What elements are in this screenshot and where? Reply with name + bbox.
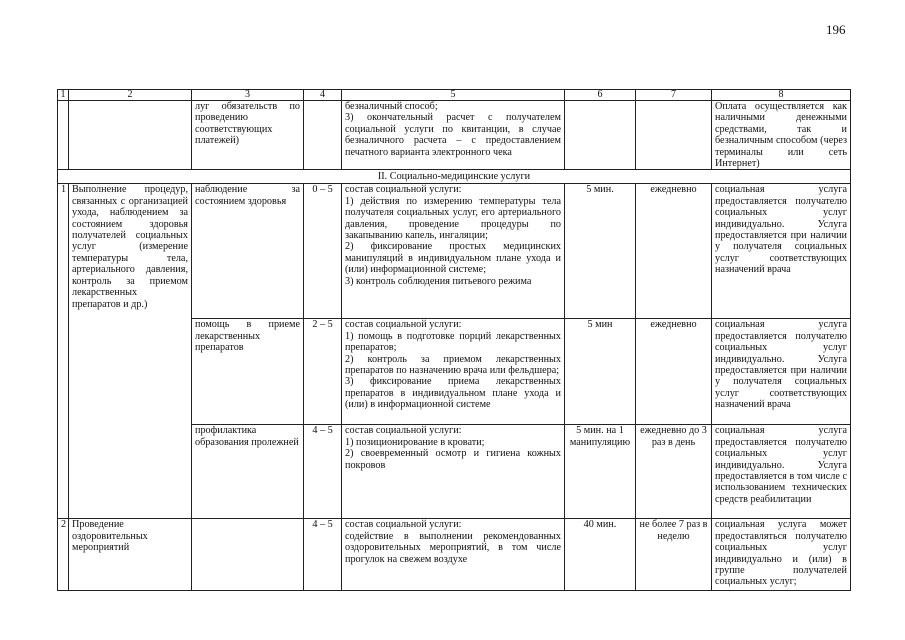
range: 4 – 5 — [304, 425, 342, 519]
note: социальная услуга предоставляется получателю социальных услуг индивидуально. Услуга предоставляется при наличии у получателя социальных услуг соответствующих назначений врача — [712, 184, 851, 319]
service-name: Выполнение процедур, связанных с организацией ухода, наблюдением за состоянием здоровья получателей социальных услуг (измерение температуры тела, артериального давления, контроль за приемом лекарственных препаратов и др.) — [69, 184, 192, 519]
cont-content: безналичный способ; 3) окончательный расчет с получателем социальной услуги по квитанции, в случае безналичного расчета – с предоставлением печатного варианта электронного чека — [342, 101, 565, 170]
service-content: состав социальной услуги: 1) позиционирование в кровати; 2) своевременный осмотр и гигиена кожных покровов — [342, 425, 565, 519]
row-number: 2 — [58, 519, 69, 591]
col-number-8: 8 — [712, 90, 851, 101]
service-name: Проведение оздоровительных мероприятий — [69, 519, 192, 591]
note: социальная услуга может предоставляться получателю социальных услуг индивидуально и (или) в группе получателей социальных услуг; — [712, 519, 851, 591]
service-content: состав социальной услуги: 1) помощь в подготовке порций лекарственных препаратов; 2) контроль за приемом лекарственных препаратов по назначению врача или фельдшера; 3) фиксирование приема лекарственных препаратов в индивидуальном плане ухода и (или) в информационной системе — [342, 319, 565, 425]
sub-service: профилактика образования пролежней — [192, 425, 304, 519]
note: социальная услуга предоставляется получателю социальных услуг индивидуально. Услуга предоставляется при наличии у получателя социальных услуг соответствующих назначений врача — [712, 319, 851, 425]
col-number-1: 1 — [58, 90, 69, 101]
service-content: состав социальной услуги: 1) действия по измерению температуры тела получателя социальных услуг, его артериального давления, проведение процедуры по закапыванию капель, ингаляции; 2) фиксирование простых медицинских манипуляций в индивидуальном плане ухода и (или) информационной системе; 3) контроль соблюдения питьевого режима — [342, 184, 565, 319]
section-title: II. Социально-медицинские услуги — [58, 170, 851, 184]
frequency: ежедневно — [636, 319, 712, 425]
col-number-3: 3 — [192, 90, 304, 101]
col-number-5: 5 — [342, 90, 565, 101]
range: 2 – 5 — [304, 319, 342, 425]
duration: 5 мин. на 1 манипуляцию — [565, 425, 636, 519]
cont-note: Оплата осуществляется как наличными денежными средствами, так и безналичным способом (через терминалы или сеть Интернет) — [712, 101, 851, 170]
sub-service: наблюдение за состоянием здоровья — [192, 184, 304, 319]
col-number-7: 7 — [636, 90, 712, 101]
section-row — [58, 170, 851, 184]
continuation-row — [58, 101, 851, 170]
col-number-6: 6 — [565, 90, 636, 101]
services-table — [57, 89, 851, 591]
range: 0 – 5 — [304, 184, 342, 319]
row-number: 1 — [58, 184, 69, 519]
frequency: не более 7 раз в неделю — [636, 519, 712, 591]
range: 4 – 5 — [304, 519, 342, 591]
col-number-4: 4 — [304, 90, 342, 101]
duration: 5 мин. — [565, 184, 636, 319]
duration: 5 мин — [565, 319, 636, 425]
page-number: 196 — [826, 22, 846, 37]
cont-service: луг обязательств по проведению соответствующих платежей) — [192, 101, 304, 170]
table-row — [58, 184, 851, 319]
frequency: ежедневно до 3 раз в день — [636, 425, 712, 519]
service-content: состав социальной услуги: содействие в выполнении рекомендованных оздоровительных мероприятий, в том числе прогулок на свежем воздухе — [342, 519, 565, 591]
duration: 40 мин. — [565, 519, 636, 591]
col-number-2: 2 — [69, 90, 192, 101]
note: социальная услуга предоставляется получателю социальных услуг индивидуально. Услуга предоставляется в том числе с использованием технических средств реабилитации — [712, 425, 851, 519]
sub-service — [192, 519, 304, 591]
table-row — [58, 519, 851, 591]
column-number-row — [58, 90, 851, 101]
frequency: ежедневно — [636, 184, 712, 319]
sub-service: помощь в приеме лекарственных препаратов — [192, 319, 304, 425]
